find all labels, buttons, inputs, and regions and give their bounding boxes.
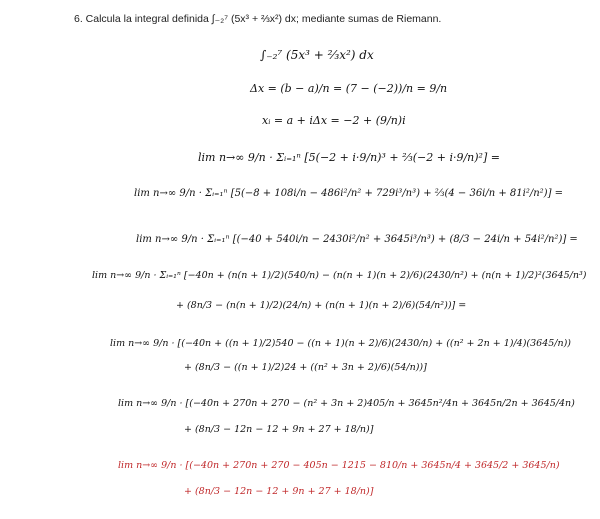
riemann-sum-step-7b: + (8n/3 − 12n − 12 + 9n + 27 + 18/n)]: [184, 486, 374, 497]
riemann-sum-step-7a: lim n→∞ 9/n · [(−40n + 270n + 270 − 405n − 1215 − 810/n + 3645n/4 + 3645/2 + 3645/n): [118, 460, 560, 471]
problem-title: 6. Calcula la integral definida ∫₋₂⁷ (5x³ + ⅔x²) dx; mediante sumas de Riemann.: [74, 13, 442, 25]
riemann-sum-step-6a: lim n→∞ 9/n · [(−40n + 270n + 270 − (n² + 3n + 2)405/n + 3645n²/4n + 3645n/2n + 3645/4n): [118, 398, 575, 409]
riemann-sum-step-4b: + (8n/3 − (n(n + 1)/2)(24/n) + (n(n + 1)(n + 2)/6)(54/n²))] =: [176, 300, 467, 311]
riemann-sum-step-5b: + (8n/3 − ((n + 1)/2)24 + ((n² + 3n + 2)/6)(54/n))]: [184, 362, 427, 373]
riemann-sum-step-2: lim n→∞ 9/n · Σᵢ₌₁ⁿ [5(−8 + 108i/n − 486i²/n² + 729i³/n³) + ⅔(4 − 36i/n + 81i²/n²)] =: [134, 188, 564, 199]
riemann-sum-step-6b: + (8n/3 − 12n − 12 + 9n + 27 + 18/n)]: [184, 424, 374, 435]
delta-x-definition: Δx = (b − a)/n = (7 − (−2))/n = 9/n: [250, 82, 448, 95]
integral-expression: ∫₋₂⁷ (5x³ + ⅔x²) dx: [260, 48, 374, 62]
riemann-sum-step-5a: lim n→∞ 9/n · [(−40n + ((n + 1)/2)540 − ((n + 1)(n + 2)/6)(2430/n) + ((n² + 2n + 1)/4)(3645/n)): [110, 338, 572, 349]
riemann-sum-step-1: lim n→∞ 9/n · Σᵢ₌₁ⁿ [5(−2 + i·9/n)³ + ⅔(−2 + i·9/n)²] =: [198, 151, 500, 164]
xi-definition: xᵢ = a + iΔx = −2 + (9/n)i: [262, 114, 406, 127]
riemann-sum-step-3: lim n→∞ 9/n · Σᵢ₌₁ⁿ [(−40 + 540i/n − 2430i²/n² + 3645i³/n³) + (8/3 − 24i/n + 54i²/n²)] =: [136, 234, 578, 245]
riemann-sum-step-4a: lim n→∞ 9/n · Σᵢ₌₁ⁿ [−40n + (n(n + 1)/2)(540/n) − (n(n + 1)(n + 2)/6)(2430/n²) + (n(n + 1)/2)²(3645/n³): [92, 270, 587, 281]
